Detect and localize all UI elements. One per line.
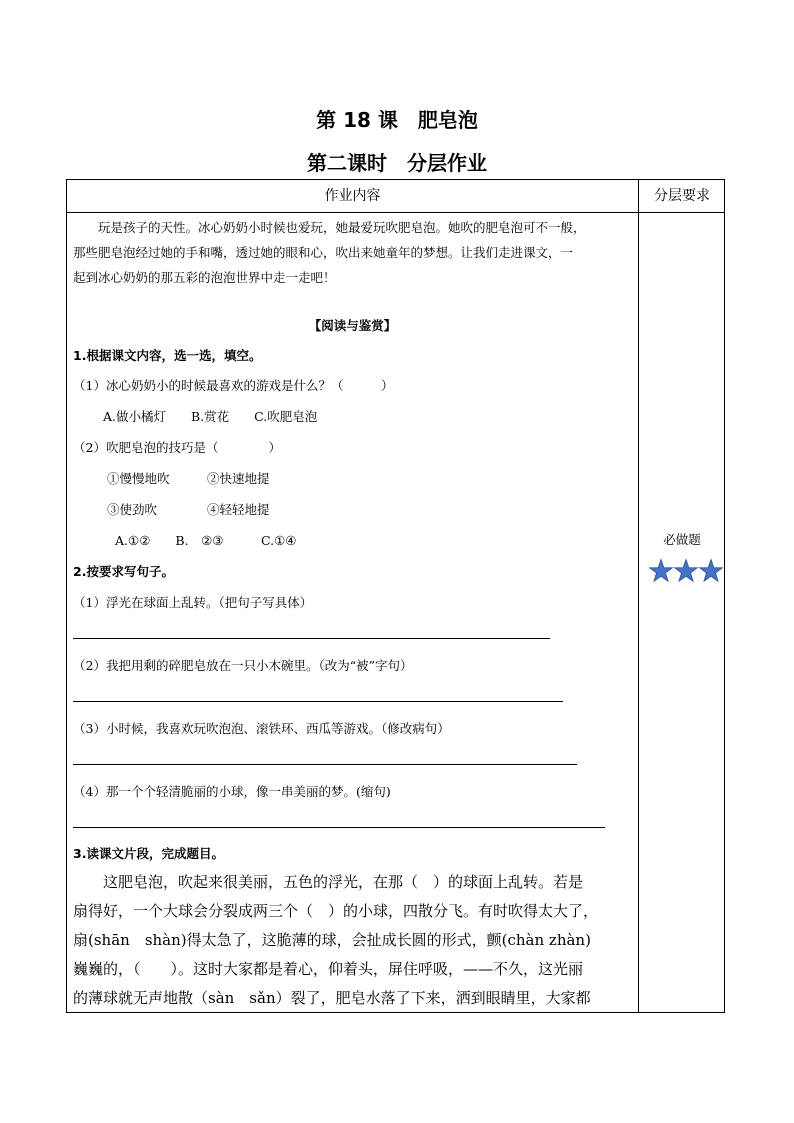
question-2-3: （3）小时候，我喜欢玩吹泡泡、滚铁环、西瓜等游戏。（修改病句） xyxy=(73,721,450,736)
intro-line: 起到冰心奶奶的那五彩的泡泡世界中走一走吧！ xyxy=(73,270,336,285)
answer-line[interactable] xyxy=(73,638,550,639)
star-icon xyxy=(650,560,673,582)
answer-line[interactable] xyxy=(73,827,605,828)
column-divider xyxy=(638,180,639,1012)
star-rating xyxy=(649,558,723,584)
question-1-2-items-a: ①慢慢地吹 ②快速地提 xyxy=(107,471,270,486)
header-content: 作业内容 xyxy=(324,188,381,204)
passage-line: 的薄球就无声地散（sàn sǎn）裂了，肥皂水落了下来，洒到眼睛里，大家都 xyxy=(73,989,591,1007)
homework-table xyxy=(66,179,725,1013)
reading-passage xyxy=(73,868,633,1013)
answer-line[interactable] xyxy=(73,764,577,765)
intro-paragraph xyxy=(73,215,633,290)
question-1-1: （1）冰心奶奶小的时候最喜欢的游戏是什么？（ ） xyxy=(73,378,394,393)
passage-line: 这肥皂泡，吹起来很美丽，五色的浮光，在那（ ）的球面上乱转。若是 xyxy=(103,873,584,891)
section-title: 【阅读与鉴赏】 xyxy=(308,318,397,333)
question-1-2-options: A.①② B. ②③ C.①④ xyxy=(115,533,297,548)
star-icon xyxy=(675,560,698,582)
passage-line: 巍巍的，（ ）。这时大家都是着心，仰着头，屏住呼吸，——不久，这光丽 xyxy=(73,960,584,978)
header-requirement: 分层要求 xyxy=(654,188,710,204)
page-title: 第 18 课 肥皂泡 xyxy=(316,108,478,132)
header-divider xyxy=(67,212,724,213)
requirement-label: 必做题 xyxy=(663,532,701,547)
question-3-title: 3.读课文片段，完成题目。 xyxy=(73,846,224,861)
intro-line: 那些肥皂泡经过她的手和嘴，透过她的眼和心，吹出来她童年的梦想。让我们走进课文，一 xyxy=(73,245,574,260)
question-2-4: （4）那一个个轻清脆丽的小球，像一串美丽的梦。(缩句) xyxy=(73,784,391,799)
question-1-title: 1.根据课文内容，选一选，填空。 xyxy=(73,348,262,363)
question-2-1: （1）浮光在球面上乱转。（把句子写具体） xyxy=(73,595,313,610)
passage-line: 扇(shān shàn)得太急了，这脆薄的球，会扯成长圆的形式，颤(chàn zhàn) xyxy=(73,931,591,949)
question-1-2-items-b: ③使劲吹 ④轻轻地提 xyxy=(107,502,270,517)
passage-line: 扇得好，一个大球会分裂成两三个（ ）的小球，四散分飞。有时吹得太大了， xyxy=(73,902,599,920)
question-2-title: 2.按要求写句子。 xyxy=(73,564,174,579)
question-2-2: （2）我把用剩的碎肥皂放在一只小木碗里。（改为“被”字句） xyxy=(73,658,413,673)
answer-line[interactable] xyxy=(73,701,563,702)
question-1-1-options: A.做小橘灯 B.赏花 C.吹肥皂泡 xyxy=(103,409,318,424)
page-subtitle: 第二课时 分层作业 xyxy=(307,151,487,175)
star-icon xyxy=(700,560,723,582)
intro-line: 玩是孩子的天性。冰心奶奶小时候也爱玩，她最爱玩吹肥皂泡。她吹的肥皂泡可不一般， xyxy=(98,220,586,235)
question-1-2: （2）吹肥皂泡的技巧是（ ） xyxy=(73,440,281,455)
